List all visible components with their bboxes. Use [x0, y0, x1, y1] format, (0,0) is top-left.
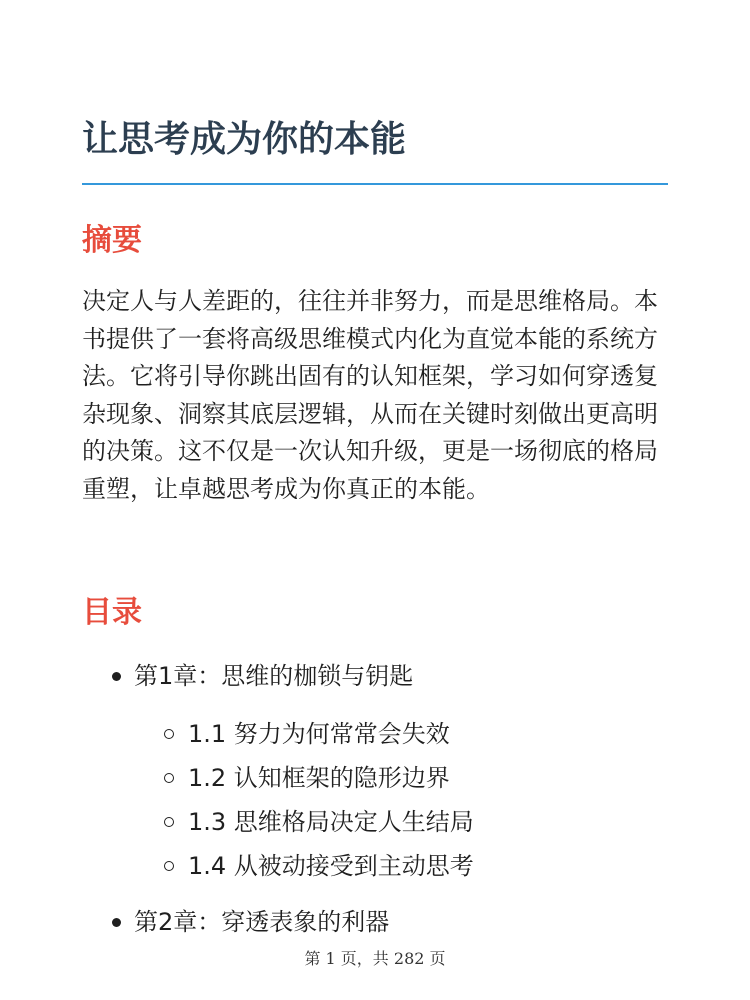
page-title: 让思考成为你的本能	[82, 119, 407, 160]
toc-chapter-label: 第2章：穿透表象的利器	[134, 908, 390, 936]
toc-heading: 目录	[82, 595, 142, 630]
hollow-bullet-icon	[164, 729, 174, 739]
hollow-bullet-icon	[164, 861, 174, 871]
hollow-bullet-icon	[164, 817, 174, 827]
title-divider	[82, 183, 668, 185]
abstract-heading: 摘要	[82, 223, 142, 258]
toc-section-label: 1.3 思维格局决定人生结局	[188, 808, 474, 836]
toc-section-label: 1.2 认知框架的隐形边界	[188, 764, 450, 792]
toc-chapter-label: 第1章：思维的枷锁与钥匙	[134, 662, 414, 690]
abstract-paragraph: 决定人与人差距的，往往并非努力，而是思维格局。本书提供了一套将高级思维模式内化为直觉本能的系统方法。它将引导你跳出固有的认知框架，学习如何穿透复杂现象、洞察其底层逻辑，从而在关键时刻做出更高明的决策。这不仅是一次认知升级，更是一场彻底的格局重塑，让卓越思考成为你真正的本能。	[82, 287, 658, 503]
filled-bullet-icon	[112, 918, 121, 927]
hollow-bullet-icon	[164, 773, 174, 783]
page-number: 第 1 页，共 282 页	[304, 949, 446, 968]
toc-section-label: 1.1 努力为何常常会失效	[188, 720, 450, 748]
toc-section-label: 1.4 从被动接受到主动思考	[188, 852, 474, 880]
filled-bullet-icon	[112, 672, 121, 681]
